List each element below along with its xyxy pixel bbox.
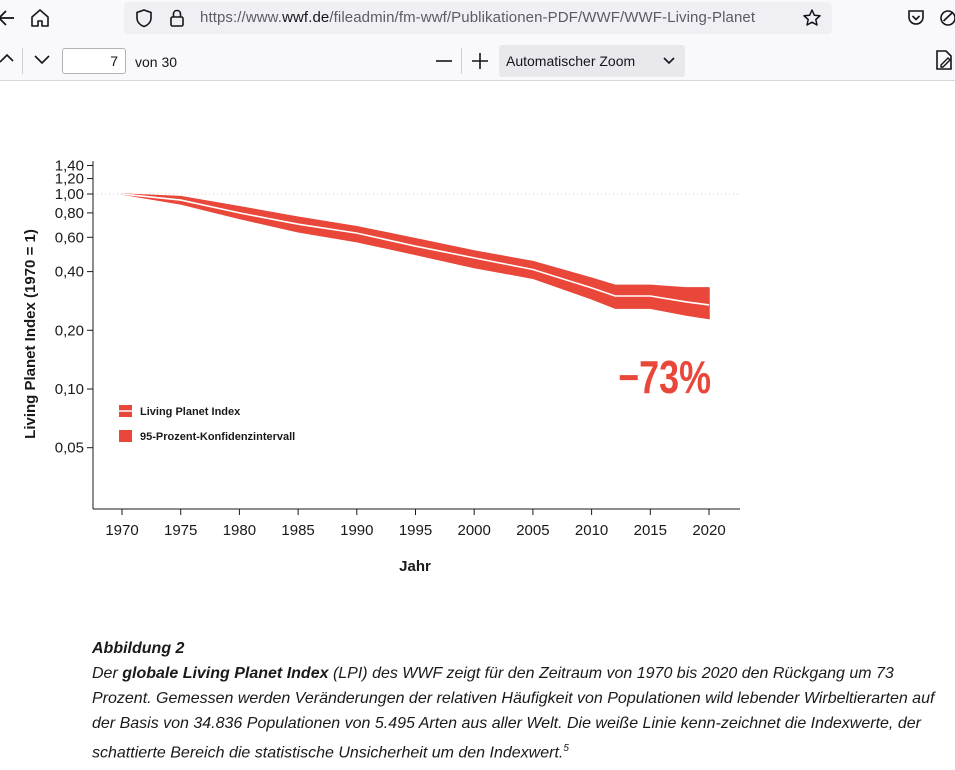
star-icon[interactable]: [802, 8, 822, 28]
x-axis-title: Jahr: [399, 558, 431, 575]
y-tick-label: 1,00: [54, 186, 84, 203]
page-number-input[interactable]: 7: [62, 48, 126, 74]
y-tick-label: 0,40: [54, 263, 84, 281]
legend-label-band: 95-Prozent-Konfidenzintervall: [140, 431, 296, 443]
zoom-select[interactable]: [499, 45, 685, 77]
legend-label-index: Living Planet Index: [140, 406, 241, 418]
y-tick-label: 1,20: [54, 170, 84, 188]
x-tick-label: 2000: [457, 522, 491, 539]
y-axis-title: Living Planet Index (1970 = 1): [22, 229, 39, 439]
url-field[interactable]: [124, 2, 832, 34]
y-tick-label: 0,05: [54, 439, 84, 457]
figure-label: Abbildung 2: [92, 640, 185, 657]
lock-icon[interactable]: [167, 8, 187, 28]
x-tick-label: 1975: [164, 522, 198, 539]
edit-icon[interactable]: [933, 49, 955, 71]
y-tick-label: 0,60: [54, 229, 84, 247]
zoom-in-icon[interactable]: [470, 52, 490, 70]
x-tick-label: 2015: [633, 522, 667, 539]
toolbar-divider: [22, 48, 23, 74]
zoom-select-label: Automatischer Zoom: [506, 53, 636, 69]
x-tick-label: 2005: [516, 522, 550, 539]
menu-icon[interactable]: [938, 8, 955, 28]
footnote-marker: 5: [563, 743, 569, 754]
pdf-toolbar: [0, 36, 955, 81]
url-domain: wwf.de: [282, 9, 330, 26]
decline-annotation: −73%: [618, 351, 711, 404]
x-tick-label: 1990: [340, 522, 374, 539]
x-tick-label: 2020: [692, 522, 726, 539]
y-tick-label: 1,40: [54, 157, 84, 175]
url-path: /fileadmin/fm-wwf/Publikationen-PDF/WWF/WWF-Living-Planet: [329, 9, 756, 26]
zoom-out-icon[interactable]: [434, 52, 454, 70]
pocket-icon[interactable]: [906, 8, 926, 28]
chevron-up-icon[interactable]: [0, 51, 14, 67]
x-tick-label: 1980: [222, 522, 257, 539]
legend-swatch-band: [119, 430, 132, 442]
pdf-page: [0, 81, 955, 770]
url-text: [200, 9, 800, 26]
y-tick-label: 0,10: [54, 381, 84, 398]
shield-icon[interactable]: [134, 8, 154, 28]
caption-lead: Der: [92, 665, 123, 682]
figure-caption: [92, 636, 952, 765]
x-tick-label: 1985: [281, 522, 315, 539]
url-prefix: https://www.: [200, 9, 283, 26]
caption-highlight: globale Living Planet Index: [122, 665, 329, 682]
confidence-band: [122, 194, 709, 319]
y-tick-label: 0,20: [54, 322, 84, 340]
lpi-chart: [0, 81, 955, 601]
back-icon[interactable]: [0, 6, 16, 30]
x-tick-label: 1995: [398, 522, 433, 539]
chevron-down-icon[interactable]: [33, 51, 51, 67]
x-tick-label: 2010: [574, 522, 609, 539]
browser-toolbar: [0, 0, 955, 37]
x-tick-label: 1970: [105, 522, 139, 539]
home-icon[interactable]: [28, 6, 52, 30]
caption-body: (LPI) des WWF zeigt für den Zeitraum von 1970 bis 2020 den Rückgang um 73 Prozent. Gemessen werden Veränderungen der relativen Häufigkeit von Populationen wild lebender Wirbeltierarten auf der Basis von 34.836 Populationen von 5.495 Arten aus aller Welt. Die weiße Linie kenn-zeichnet die Indexwerte, der schattierte Bereich die statistische Unsicherheit um den Indexwert.: [92, 665, 935, 762]
page-count: von 30: [135, 54, 178, 70]
y-tick-label: 0,80: [54, 204, 84, 222]
toolbar-divider: [461, 48, 462, 74]
chevron-down-icon: [662, 55, 676, 67]
